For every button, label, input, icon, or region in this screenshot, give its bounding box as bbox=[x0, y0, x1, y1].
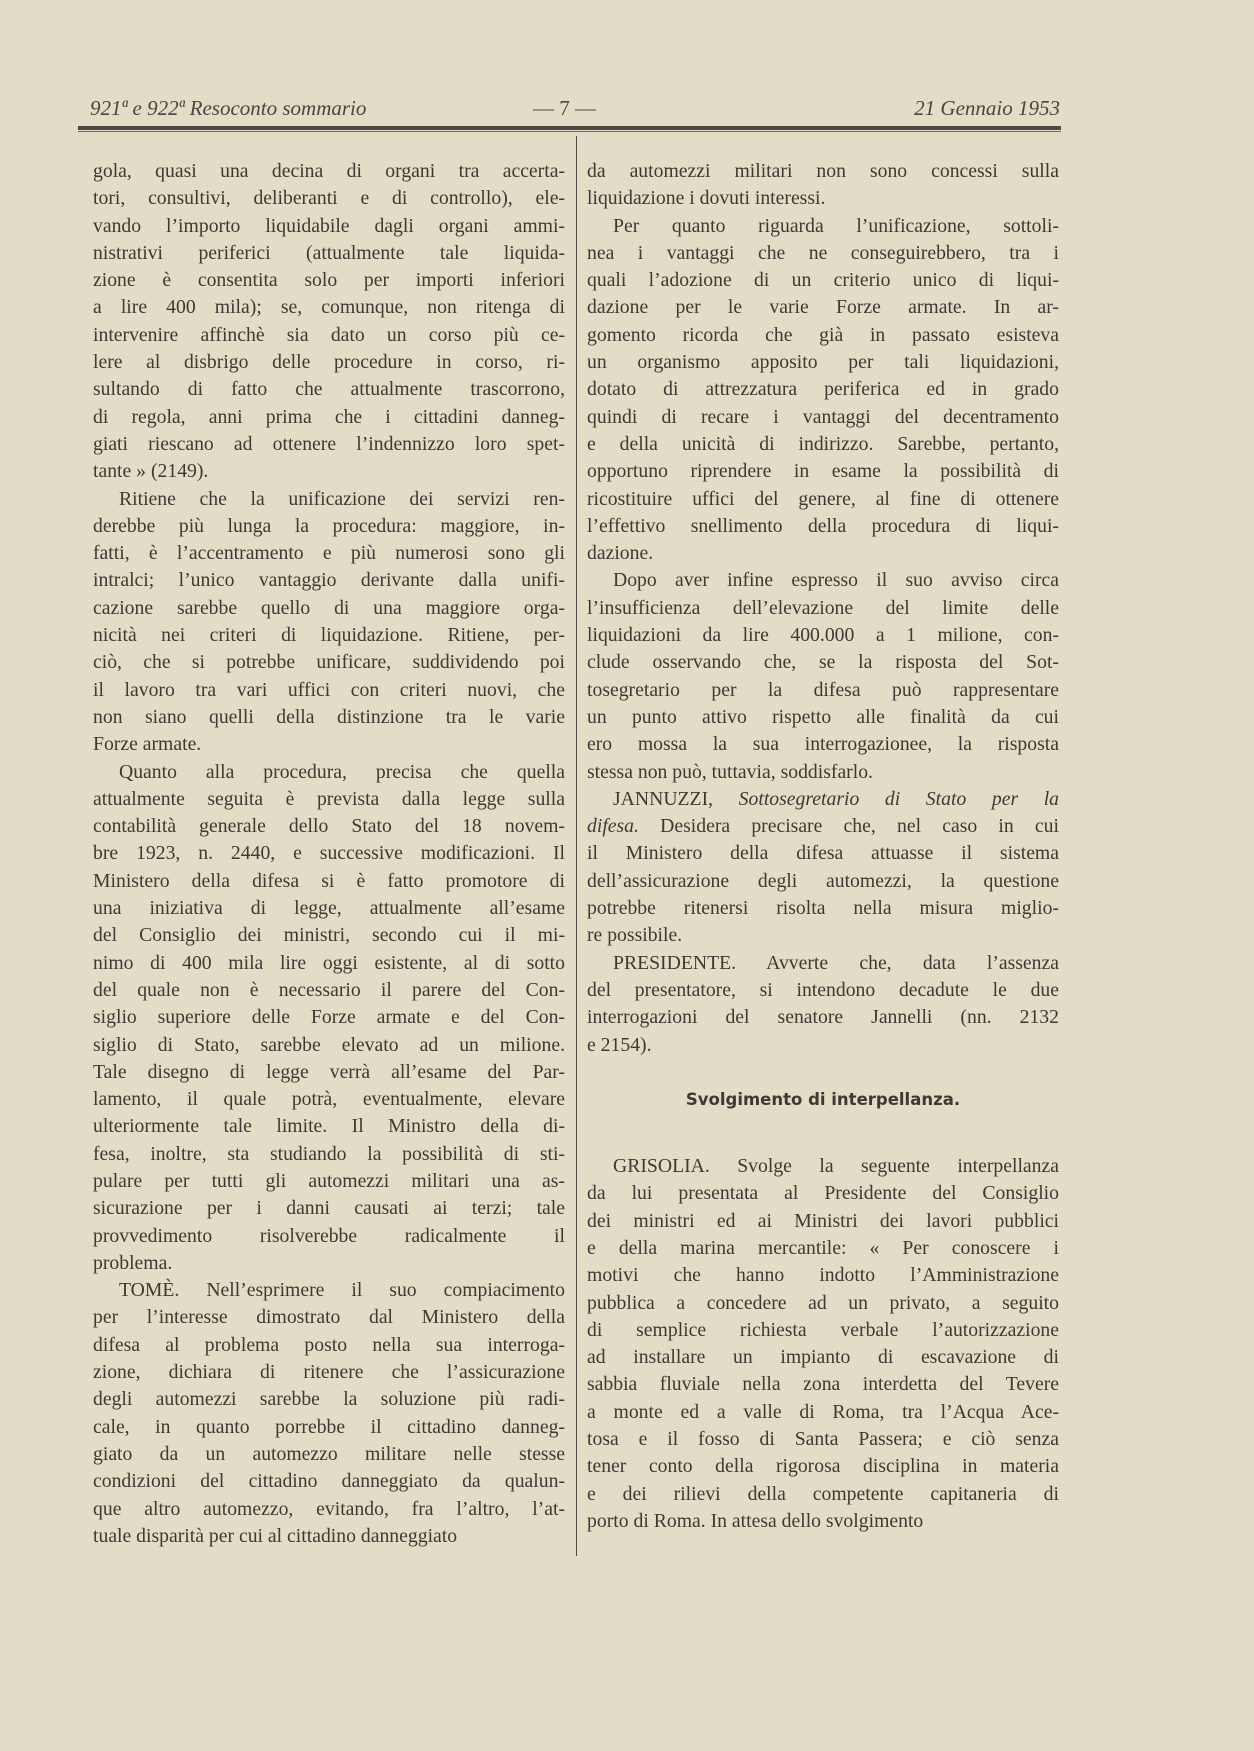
text-line: sicurazione per i danni causati ai terzi; tale bbox=[93, 1197, 565, 1220]
text-line: derebbe più lunga la procedura: maggiore, in- bbox=[93, 514, 565, 537]
right-top-paragraphs bbox=[587, 158, 1059, 786]
text-line: un organismo apposito per tali liquidazioni, bbox=[587, 351, 1059, 374]
text-line: quindi di recare i vantaggi del decentramento bbox=[587, 405, 1059, 428]
page-number: — 7 — bbox=[533, 96, 596, 120]
text-line: vando l’importo liquidabile dagli organi ammi- bbox=[93, 214, 565, 237]
text-line: dazione. bbox=[587, 542, 654, 565]
text-line: nicità nei criteri di liquidazione. Ritiene, per- bbox=[93, 624, 565, 647]
right-column bbox=[587, 158, 1059, 1535]
text-line: pulare per tutti gli automezzi militari una as- bbox=[93, 1169, 565, 1192]
text-line: intralci; l’unico vantaggio derivante dalla unifi- bbox=[93, 569, 565, 592]
text-line: Dopo aver infine espresso il suo avviso circa bbox=[613, 569, 1059, 592]
text-line: di regola, anni prima che i cittadini danneg- bbox=[93, 405, 565, 428]
text-line: da lui presentata al Presidente del Consiglio bbox=[587, 1182, 1059, 1205]
text-line: zione, dichiara di ritenere che l’assicurazione bbox=[93, 1361, 565, 1384]
grisolia-paragraph bbox=[587, 1153, 1059, 1535]
text-line: contabilità generale dello Stato del 18 novem- bbox=[93, 815, 565, 838]
text-line: fatti, è l’accentramento e più numerosi sono gli bbox=[93, 542, 565, 565]
text-line: liquidazioni da lire 400.000 a 1 milione, con- bbox=[587, 624, 1059, 647]
text-line: ciò, che si potrebbe unificare, suddividendo poi bbox=[93, 651, 565, 674]
text-line: e 2154). bbox=[587, 1033, 652, 1056]
text-line: dotato di attrezzatura periferica ed in grado bbox=[587, 378, 1059, 401]
text-line: lere al disbrigo delle procedure in corso, ri- bbox=[93, 351, 565, 374]
text-line: Quanto alla procedura, precisa che quella bbox=[119, 760, 565, 783]
text-line: e dei rilievi della competente capitaneria di bbox=[587, 1482, 1059, 1505]
page-header bbox=[90, 96, 1060, 124]
text-line: nea i vantaggi che ne conseguirebbero, tra i bbox=[587, 241, 1059, 264]
text-line: sultando di fatto che attualmente trascorrono, bbox=[93, 378, 565, 401]
text-line: Per quanto riguarda l’unificazione, sottoli- bbox=[613, 214, 1059, 237]
text-line: stessa non può, tuttavia, soddisfarlo. bbox=[587, 760, 873, 783]
text-line: del Consiglio dei ministri, secondo cui il mi- bbox=[93, 924, 565, 947]
text-line: cale, in quanto porrebbe il cittadino danneg- bbox=[93, 1415, 565, 1438]
section-title: Svolgimento di interpellanza. bbox=[685, 1089, 961, 1109]
speaker-name: JANNUZZI, bbox=[613, 787, 739, 810]
text-line: siglio di Stato, sarebbe elevato ad un milione. bbox=[93, 1033, 565, 1056]
text-line: una iniziativa di legge, attualmente all’esame bbox=[93, 897, 565, 920]
text-line: l’insufficienza dell’elevazione del limite delle bbox=[587, 596, 1059, 619]
text-line: l’effettivo snellimento della procedura di liqui- bbox=[587, 514, 1059, 537]
text-line: a monte ed a valle di Roma, tra l’Acqua Ace- bbox=[587, 1400, 1059, 1423]
text-line: que altro automezzo, evitando, fra l’altro, l’at- bbox=[93, 1497, 565, 1520]
text-line: fesa, inoltre, sta studiando la possibilità di sti- bbox=[93, 1142, 565, 1165]
jannuzzi-paragraph bbox=[587, 786, 1059, 950]
text-line: del presentatore, si intendono decadute le due bbox=[587, 978, 1059, 1001]
text-line: lamento, il quale potrà, eventualmente, elevare bbox=[93, 1088, 565, 1111]
column-divider bbox=[576, 136, 577, 1556]
text-line: e della unicità di indirizzo. Sarebbe, pertanto, bbox=[587, 432, 1059, 455]
text-line: gomento ricorda che già in passato esisteva bbox=[587, 323, 1059, 346]
text-line: difesa. Desidera precisare che, nel caso in cui bbox=[587, 815, 1059, 838]
text-line: Ritiene che la unificazione dei servizi ren- bbox=[119, 487, 565, 510]
text-line: tante » (2149). bbox=[93, 460, 209, 483]
text-line: problema. bbox=[93, 1251, 173, 1274]
text-line: da automezzi militari non sono concessi sulla bbox=[587, 160, 1059, 182]
text-line: provvedimento risolverebbe radicalmente il bbox=[93, 1224, 565, 1247]
text-line: del quale non è necessario il parere del Con- bbox=[93, 978, 565, 1001]
text-line: dell’assicurazione degli automezzi, la questione bbox=[587, 869, 1059, 892]
text-line: clude osservando che, se la risposta del Sot- bbox=[587, 651, 1059, 674]
text-line: di semplice richiesta verbale l’autorizzazione bbox=[587, 1318, 1059, 1341]
text-line: attualmente seguita è prevista dalla legge sulla bbox=[93, 787, 565, 810]
text-line: intervenire affinchè sia dato un corso più ce- bbox=[93, 323, 565, 346]
header-session-title: 921ª e 922ª Resoconto sommario bbox=[90, 96, 367, 120]
speaker-role: Sottosegretario di Stato per la bbox=[738, 787, 1060, 810]
header-date: 21 Gennaio 1953 bbox=[914, 96, 1060, 120]
text-line: PRESIDENTE. Avverte che, data l’assenza bbox=[613, 951, 1059, 974]
text-line: nistrativi periferici (attualmente tale liquida- bbox=[93, 241, 565, 264]
text-line: pubblica a concedere ad un privato, a seguito bbox=[587, 1291, 1059, 1314]
text-line: cazione sarebbe quello di una maggiore orga- bbox=[93, 596, 565, 619]
speaker-role-cont: difesa. bbox=[587, 815, 639, 838]
text-line: gola, quasi una decina di organi tra accerta- bbox=[93, 160, 565, 182]
text-line: tosegretario per la difesa può rappresentare bbox=[587, 678, 1059, 701]
text-line: Tale disegno di legge verrà all’esame del Par- bbox=[93, 1060, 565, 1083]
text-line: ricostituire uffici del genere, al fine di ottenere bbox=[587, 487, 1059, 510]
text-line: e della marina mercantile: « Per conoscere i bbox=[587, 1236, 1059, 1259]
presidente-paragraph bbox=[587, 950, 1059, 1059]
header-rule-thick bbox=[78, 126, 1061, 130]
text-line: tuale disparità per cui al cittadino danneggiato bbox=[93, 1524, 458, 1547]
text-line: quali l’adozione di un criterio unico di liqui- bbox=[587, 269, 1059, 292]
text-line: siglio superiore delle Forze armate e del Con- bbox=[93, 1006, 565, 1029]
text-line: ulteriormente tale limite. Il Ministro della di- bbox=[93, 1115, 565, 1138]
text-line: il Ministero della difesa attuasse il sistema bbox=[587, 842, 1059, 865]
text-line: ad installare un impianto di escavazione di bbox=[587, 1346, 1059, 1369]
text-line: a lire 400 mila); se, comunque, non ritenga di bbox=[93, 296, 565, 319]
text-line: Ministero della difesa si è fatto promotore di bbox=[93, 869, 565, 892]
text-line: condizioni del cittadino danneggiato da qualun- bbox=[93, 1470, 565, 1493]
text-line: un punto attivo rispetto alle finalità da cui bbox=[587, 705, 1059, 728]
text-line: porto di Roma. In attesa dello svolgimento bbox=[587, 1509, 924, 1532]
text-line: opportuno riprendere in esame la possibilità di bbox=[587, 460, 1059, 483]
text-line: tori, consultivi, deliberanti e di controllo), ele- bbox=[93, 187, 565, 210]
header-rule-thin bbox=[78, 131, 1061, 132]
text-line: interrogazioni del senatore Jannelli (nn. 2132 bbox=[587, 1006, 1059, 1029]
text-line: ero mossa la sua interrogazionee, la risposta bbox=[587, 733, 1059, 756]
text-line: tener conto della rigorosa disciplina in materia bbox=[587, 1455, 1059, 1478]
text-line: liquidazione i dovuti interessi. bbox=[587, 187, 826, 210]
text-line: re possibile. bbox=[587, 924, 683, 947]
text-line: potrebbe ritenersi risolta nella misura miglio- bbox=[587, 897, 1059, 920]
text-line: difesa al problema posto nella sua interroga- bbox=[93, 1333, 565, 1356]
text-line: giati riescano ad ottenere l’indennizzo loro spet- bbox=[93, 432, 565, 455]
text-line: tosa e il fosso di Santa Passera; e ciò senza bbox=[587, 1428, 1059, 1451]
text-line: Forze armate. bbox=[93, 733, 202, 756]
text-line: GRISOLIA. Svolge la seguente interpellanza bbox=[613, 1155, 1059, 1178]
text-line: nimo di 400 mila lire oggi esistente, al di sotto bbox=[93, 951, 565, 974]
text-line: bre 1923, n. 2440, e successive modificazioni. Il bbox=[93, 842, 565, 865]
text-line bbox=[587, 786, 1059, 813]
text-line: dazione per le varie Forze armate. In ar- bbox=[587, 296, 1059, 319]
text-line: per l’interesse dimostrato dal Ministero della bbox=[93, 1306, 565, 1329]
jannuzzi-lines bbox=[587, 840, 1059, 949]
text-line: motivi che hanno indotto l’Amministrazione bbox=[587, 1264, 1059, 1287]
left-column bbox=[93, 158, 565, 1550]
text-line: degli automezzi sarebbe la soluzione più radi- bbox=[93, 1388, 565, 1411]
text-line: dei ministri ed ai Ministri dei lavori pubblici bbox=[587, 1209, 1059, 1232]
text-line: zione è consentita solo per importi inferiori bbox=[93, 269, 565, 292]
text-line: giato da un automezzo militare nelle stesse bbox=[93, 1442, 565, 1465]
text-line: non siano quelli della distinzione tra le varie bbox=[93, 705, 565, 728]
text-line: sabbia fluviale nella zona interdetta del Tevere bbox=[587, 1373, 1059, 1396]
text-line: TOMÈ. Nell’esprimere il suo compiacimento bbox=[119, 1279, 565, 1302]
text-line: il lavoro tra vari uffici con criteri nuovi, che bbox=[93, 678, 565, 701]
